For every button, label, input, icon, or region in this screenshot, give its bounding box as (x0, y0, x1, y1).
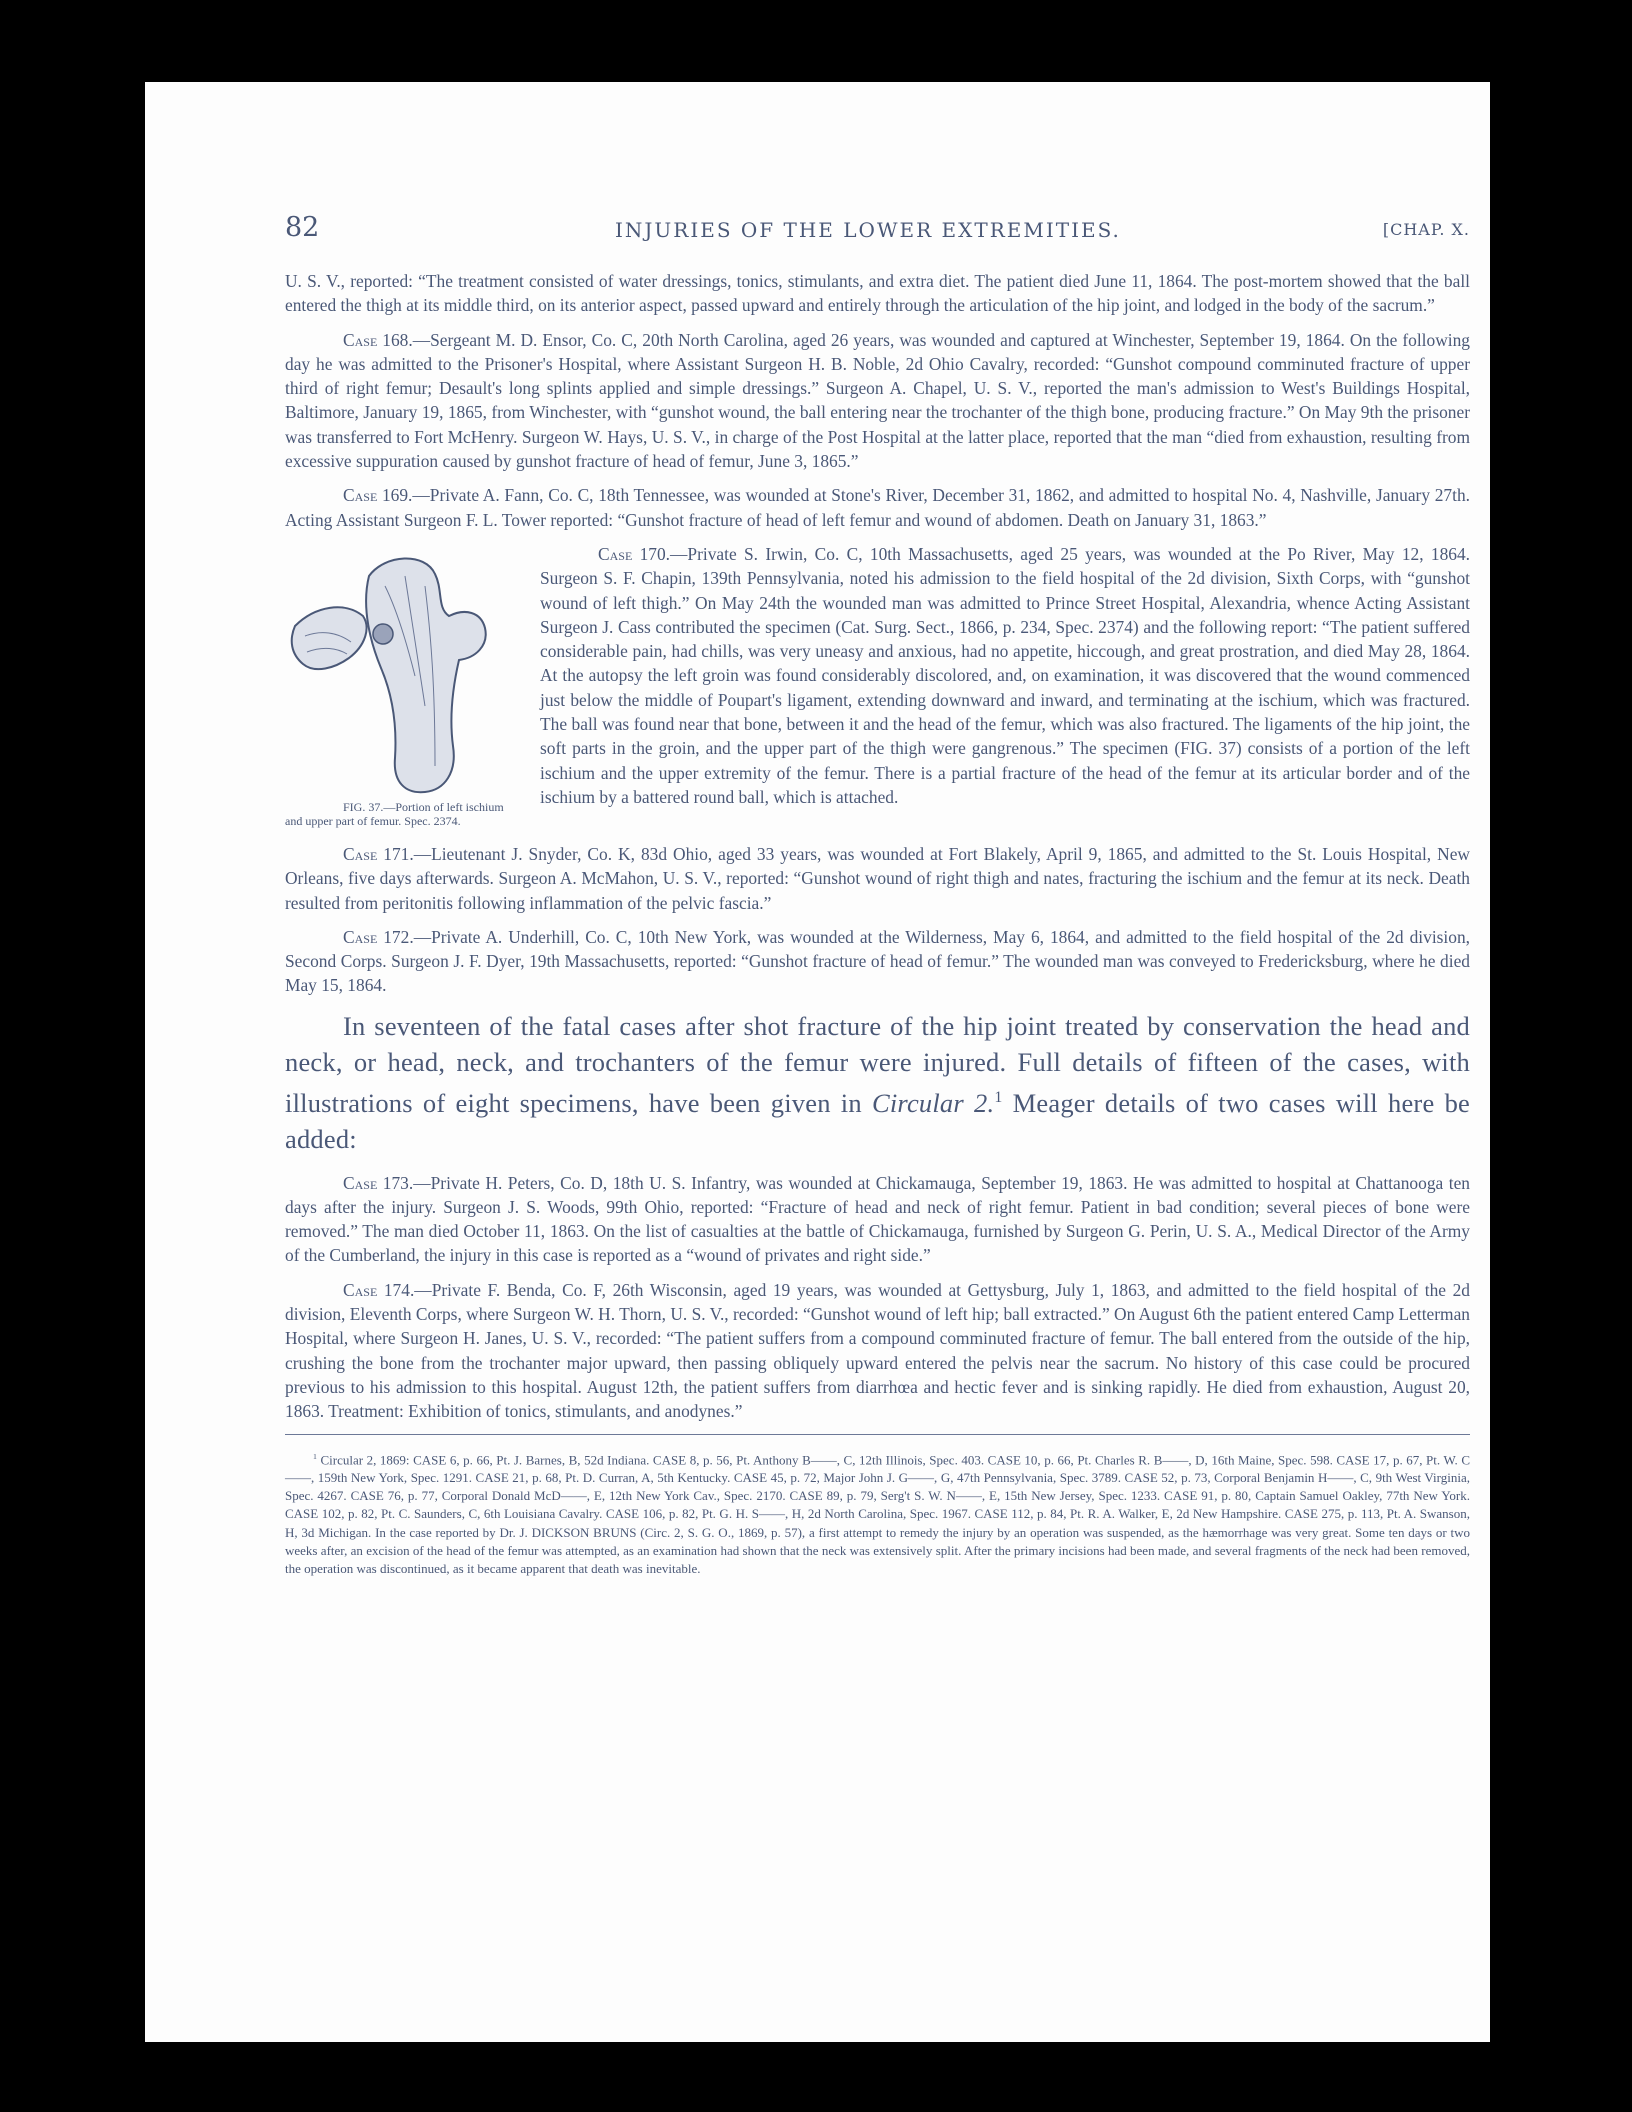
femur-illustration (285, 546, 517, 796)
battered-ball (373, 624, 393, 644)
page-header (285, 212, 1470, 252)
circular-reference: Circular 2. (871, 1087, 995, 1118)
case-168 (285, 328, 1470, 474)
footnote (285, 1448, 1470, 1579)
case-text: —Private H. Peters, Co. D, 18th U. S. Infantry, was wounded at Chickamauga, September 19, 1863. He was admitted to hospital at Chattanooga ten days after the injury. Surgeon J. S. Woods, 99th Ohio, reported: “Fracture of head and neck of right femur. Patient in bad condition; several pieces of bone were removed.” The man died October 11, 1863. On the list of casualties at the battle of Chickamauga, furnished by Surgeon G. Perin, U. S. A., Medical Director of the Army of the Cumberland, the injury in this case is reported as a “wound of privates and right side.” (285, 1172, 1470, 1266)
chapter-label: [CHAP. X. (1382, 220, 1470, 239)
summary-paragraph (285, 1008, 1470, 1157)
case-169 (285, 483, 1470, 532)
case-173 (285, 1171, 1470, 1268)
case-label: Case 173. (343, 1172, 414, 1193)
page-number: 82 (285, 212, 320, 243)
case-171 (285, 842, 1470, 915)
case-label: Case 169. (343, 485, 413, 506)
summary-text-b: Meager details of two cases will here be added: (285, 1087, 1470, 1154)
case-text: —Private F. Benda, Co. F, 26th Wisconsin, aged 19 years, was wounded at Gettysburg, July 1, 1863, and admitted to the field hospital of the 2d division, Eleventh Corps, where Surgeon W. H. Thorn, U. S. V., recorded: “Gunshot wound of left hip; ball extracted.” On August 6th the patient entered Camp Letterman Hospital, where Surgeon H. Janes, U. S. V., recorded: “The patient suffers from a compound comminuted fracture of femur. The ball entered from the outside of the hip, crushing the bone from the trochanter major upward, then passing obliquely upward entered the pelvis near the sacrum. No history of this case could be procured previous to his admission to this hospital. August 12th, the patient suffers from diarrhœa and hectic fever and is sinking rapidly. He died from exhaustion, August 20, 1863. Treatment: Exhibition of tonics, stimulants, and anodynes.” (285, 1279, 1470, 1422)
summary-text-a: In seventeen of the fatal cases after shot fracture of the hip joint treated by conservation the head and neck, or head, neck, and trochanters of the femur were injured. Full details of fifteen of the cases, with illustrations of eight specimens, have been given in (285, 1010, 1470, 1118)
case-170 (285, 542, 1470, 832)
case-text: —Private S. Irwin, Co. C, 10th Massachusetts, aged 25 years, was wounded at the Po River, May 12, 1864. Surgeon S. F. Chapin, 139th Pennsylvania, noted his admission to the field hospital of the 2d division, Sixth Corps, with “gunshot wound of left thigh.” On May 24th the wounded man was admitted to Prince Street Hospital, Alexandria, whence Acting Assistant Surgeon J. Cass contributed the specimen (Cat. Surg. Sect., 1866, p. 234, Spec. 2374) and the following report: “The patient suffered considerable pain, had chills, was very uneasy and anxious, had no appetite, hiccough, and great prostration, and died May 28, 1864. At the autopsy the left groin was found considerably discolored, and, on examination, it was discovered that the wound commenced just below the middle of Poupart's ligament, extending downward and inward, and terminating at the ischium, which was fractured. The ball was found near that bone, between it and the head of the femur, which was also fractured. The ligaments of the hip joint, the soft parts in the groin, and the upper part of the thigh were gangrenous.” The specimen (FIG. 37) consists of a portion of the left ischium and the upper extremity of the femur. There is a partial fracture of the head of the femur at its articular border and of the ischium by a battered round ball, which is attached. (540, 543, 1470, 807)
ischium-fragment (292, 607, 367, 669)
case-174 (285, 1278, 1470, 1424)
case-label: Case 172. (343, 926, 414, 947)
case-label: Case 168. (343, 329, 413, 350)
running-title: INJURIES OF THE LOWER EXTREMITIES. (615, 218, 1121, 242)
footnote-rule (285, 1434, 1470, 1435)
case-text: —Private A. Underhill, Co. C, 10th New York, was wounded at the Wilderness, May 6, 1864, and admitted to the field hospital of the 2d division, Second Corps. Surgeon J. F. Dyer, 19th Massachusetts, reported: “Gunshot fracture of head of femur.” The wounded man was conveyed to Fredericksburg, where he died May 15, 1864. (285, 926, 1470, 996)
case-label: Case 171. (343, 843, 414, 864)
case-text: —Lieutenant J. Snyder, Co. K, 83d Ohio, aged 33 years, was wounded at Fort Blakely, April 9, 1865, and admitted to the St. Louis Hospital, New Orleans, five days afterwards. Surgeon A. McMahon, U. S. V., reported: “Gunshot wound of right thigh and nates, fracturing the ischium and the femur at its neck. Death resulted from peritonitis following inflammation of the pelvic fascia.” (285, 843, 1470, 913)
case-label: Case 170. (598, 543, 671, 564)
footnote-marker: 1 (994, 1088, 1003, 1106)
page-body (285, 269, 1470, 1591)
figure-37 (285, 546, 520, 828)
case-text: —Sergeant M. D. Ensor, Co. C, 20th North Carolina, aged 26 years, was wounded and captured at Winchester, September 19, 1864. On the following day he was admitted to the Prisoner's Hospital, where Assistant Surgeon H. B. Noble, 2d Ohio Cavalry, recorded: “Gunshot compound comminuted fracture of upper third of right femur; Desault's long splints applied and simple dressings.” Surgeon A. Chapel, U. S. V., reported the man's admission to West's Buildings Hospital, Baltimore, January 19, 1865, from Winchester, with “gunshot wound, the ball entering near the trochanter of the thigh bone, producing fracture.” On May 9th the prisoner was transferred to Fort McHenry. Surgeon W. Hays, U. S. V., in charge of the Post Hospital at the latter place, reported that the man “died from exhaustion, resulting from excessive suppuration caused by gunshot fracture of head of femur, June 3, 1865.” (285, 329, 1470, 472)
case-label: Case 174. (343, 1279, 415, 1300)
paragraph-continuation: U. S. V., reported: “The treatment consisted of water dressings, tonics, stimulants, and extra diet. The patient died June 11, 1864. The post-mortem showed that the ball entered the thigh at its middle third, on its anterior aspect, passed upward and entirely through the articulation of the hip joint, and lodged in the body of the sacrum.” (285, 271, 1470, 316)
footnote-number: 1 (313, 1451, 317, 1461)
figure-caption: FIG. 37.—Portion of left ischium and upper part of femur. Spec. 2374. (285, 799, 504, 828)
case-text: —Private A. Fann, Co. C, 18th Tennessee, was wounded at Stone's River, December 31, 1862, and admitted to hospital No. 4, Nashville, January 27th. Acting Assistant Surgeon F. L. Tower reported: “Gunshot fracture of head of left femur and wound of abdomen. Death on January 31, 1863.” (285, 485, 1470, 530)
document-page (145, 82, 1490, 2042)
case-172 (285, 925, 1470, 998)
footnote-text: Circular 2, 1869: CASE 6, p. 66, Pt. J. Barnes, B, 52d Indiana. CASE 8, p. 56, Pt. Anthony B——, C, 12th Illinois, Spec. 403. CASE 10, p. 66, Pt. Charles R. B——, D, 16th Maine, Spec. 598. CASE 17, p. 67, Pt. W. C——, 159th New York, Spec. 1291. CASE 21, p. 68, Pt. D. Curran, A, 5th Kentucky. CASE 45, p. 72, Major John J. G——, G, 47th Pennsylvania, Spec. 3789. CASE 52, p. 73, Corporal Benjamin H——, C, 9th West Virginia, Spec. 4267. CASE 76, p. 77, Corporal Donald McD——, E, 12th New York Cav., Spec. 2170. CASE 89, p. 79, Serg't S. W. N——, E, 15th New Jersey, Spec. 1233. CASE 91, p. 80, Captain Samuel Oakley, 77th New York. CASE 102, p. 82, Pt. C. Saunders, C, 6th Louisiana Cavalry. CASE 106, p. 82, Pt. G. H. S——, H, 2d North Carolina, Spec. 1967. CASE 112, p. 84, Pt. R. A. Walker, E, 2d New Hampshire. CASE 275, p. 113, Pt. A. Swanson, H, 3d Michigan. In the case reported by Dr. J. DICKSON BRUNS (Circ. 2, S. G. O., 1869, p. 57), a first attempt to remedy the injury by an operation was suspended, as the hæmorrhage was very great. Some ten days or two weeks after, an excision of the head of the femur was attempted, as an examination had shown that the neck was extensively split. After the primary incisions had been made, and several fragments of the neck had been removed, the operation was discontinued, as it became apparent that death was inevitable. (285, 1451, 1471, 1577)
